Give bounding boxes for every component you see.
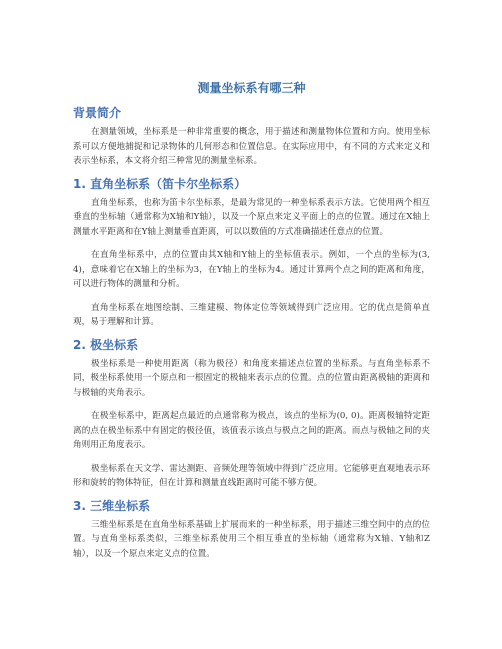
section-heading-cartesian: 1. 直角坐标系（笛卡尔坐标系） (73, 176, 247, 191)
document-title: 测量坐标系有哪三种 (197, 81, 306, 95)
3d-paragraph-1: 三维坐标系是在直角坐标系基础上扩展而来的一种坐标系，用于描述三维空间中的点的位置。与直角坐标系类似，三维坐标系使用三个相互垂直的坐标轴（通常称为X轴、Y轴和Z轴），以及一个原点来定义点的位置。 (73, 519, 430, 559)
cartesian-paragraph-2: 在直角坐标系中，点的位置由其X轴和Y轴上的坐标值表示。例如，一个点的坐标为(3, 4)，意味着它在X轴上的坐标为3，在Y轴上的坐标为4。通过计算两个点之间的距离和角度，可以进行物体的测量和分析。 (73, 250, 430, 289)
intro-paragraph: 在测量领域，坐标系是一种非常重要的概念，用于描述和测量物体位置和方向。使用坐标系可以方便地捕捉和记录物体的几何形态和位置信息。在实际应用中，有不同的方式来定义和表示坐标系，本文将介绍三种常见的测量坐标系。 (73, 127, 430, 166)
polar-paragraph-3: 极坐标系在天文学、雷达测距、音频处理等领域中得到广泛应用。它能够更直观地表示环形和旋转的物体特征，但在计算和测量直线距离时可能不够方便。 (73, 463, 430, 488)
cartesian-paragraph-3: 直角坐标系在地图绘制、三维建模、物体定位等领域得到广泛应用。它的优点是简单直观，易于理解和计算。 (73, 302, 430, 327)
cartesian-paragraph-1: 直角坐标系，也称为笛卡尔坐标系，是最为常见的一种坐标系表示方法。它使用两个相互垂直的坐标轴（通常称为X轴和Y轴），以及一个原点来定义平面上的点的位置。通过在X轴上测量水平距离和在Y轴上测量垂直距离，可以以数值的方式准确描述任意点的位置。 (73, 197, 430, 237)
section-heading-polar: 2. 极坐标系 (73, 337, 139, 352)
polar-paragraph-2: 在极坐标系中，距离起点最近的点通常称为极点，该点的坐标为(0, 0)。距离极轴特定距离的点在极坐标系中有固定的极径值，该值表示该点与极点之间的距离。而点与极轴之间的夹角则用正角度表示。 (73, 411, 430, 450)
polar-paragraph-1: 极坐标系是一种使用距离（称为极径）和角度来描述点位置的坐标系。与直角坐标系不同，极坐标系使用一个原点和一根固定的极轴来表示点的位置。点的位置由距离极轴的距离和与极轴的夹角表示。 (73, 358, 430, 398)
intro-heading: 背景简介 (73, 106, 122, 120)
section-heading-3d: 3. 三维坐标系 (73, 498, 151, 513)
